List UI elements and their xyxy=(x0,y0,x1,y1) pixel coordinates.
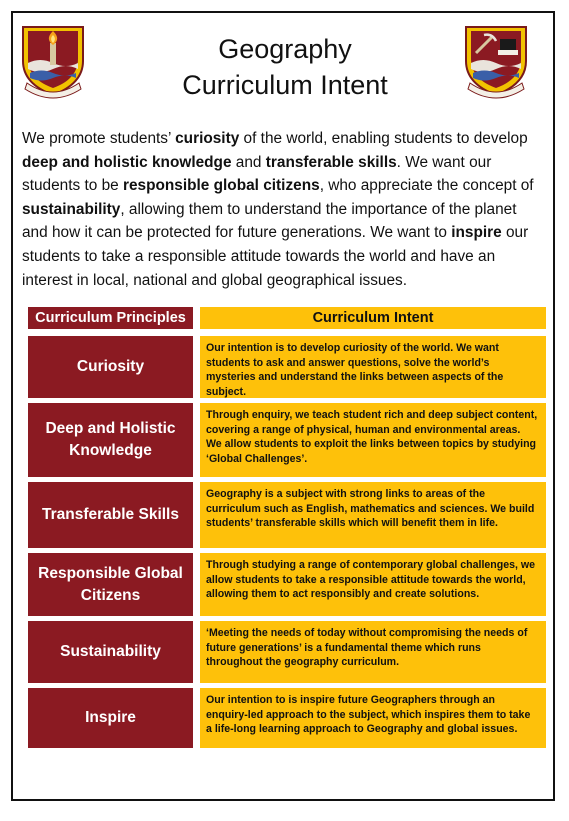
intro-text: , allowing them to understand the importance of the planet and how it can be protected for future generations. We want to xyxy=(22,200,517,242)
page-title xyxy=(130,31,440,103)
principle-curiosity: Curiosity xyxy=(28,336,193,398)
intro-text: We promote students’ xyxy=(22,130,176,147)
intro-keyword: curiosity xyxy=(175,130,240,147)
intro-paragraph xyxy=(22,127,546,292)
intro-keyword: transferable skills xyxy=(265,153,397,171)
intro-text: , who appreciate the concept of xyxy=(319,177,534,195)
intent-curiosity: Our intention is to develop curiosity of the world. We want students to ask and answer questions, solve the world’s mysteries and understand the links between aspects of the subject. xyxy=(200,336,546,398)
principle-transferable-skills: Transferable Skills xyxy=(28,482,193,548)
principle-inspire: Inspire xyxy=(28,688,193,748)
header-curriculum-principles: Curriculum Principles xyxy=(28,307,193,329)
intro-text: our students to take a responsible attitude towards the world and have an interest in local, national and global geographical issues. xyxy=(22,224,529,289)
school-crest-pickaxe-icon xyxy=(462,23,530,99)
intro-text: of the world, enabling students to develop xyxy=(239,130,528,147)
principle-sustainability: Sustainability xyxy=(28,621,193,683)
principle-responsible-global-citizens: Responsible Global Citizens xyxy=(28,553,193,616)
title-line-1: Geography xyxy=(218,34,352,64)
intent-responsible-global-citizens: Through studying a range of contemporary global challenges, we allow students to take a responsible attitude towards the world, allowing them to act responsibly and create solutions. xyxy=(200,553,546,616)
header-curriculum-intent: Curriculum Intent xyxy=(200,307,546,329)
intro-keyword: inspire xyxy=(451,224,502,242)
intro-text: . We want our students to be xyxy=(22,153,492,195)
intro-text: and xyxy=(231,153,266,171)
intro-keyword: deep and holistic knowledge xyxy=(22,153,232,171)
intent-transferable-skills: Geography is a subject with strong links to areas of the curriculum such as English, mathematics and sciences. We build students’ transferable skills which will benefit them in life. xyxy=(200,482,546,548)
intro-keyword: responsible global citizens xyxy=(122,177,320,195)
intro-keyword: sustainability xyxy=(22,200,121,218)
title-line-2: Curriculum Intent xyxy=(182,70,388,100)
intent-deep-and-holistic-knowledge: Through enquiry, we teach student rich and deep subject content, covering a range of physical, human and environmental areas. We allow students to exploit the links between topics by studying ‘Global Challenges’. xyxy=(200,403,546,477)
principle-deep-and-holistic-knowledge: Deep and Holistic Knowledge xyxy=(28,403,193,477)
intent-inspire: Our intention to is inspire future Geographers through an enquiry-led approach to the subject, which inspires them to take a life-long learning approach to Geography and global issues. xyxy=(200,688,546,748)
school-crest-torch-icon xyxy=(19,23,87,99)
intent-sustainability: ‘Meeting the needs of today without compromising the needs of future generations’ is a fundamental theme which runs throughout the geography curriculum. xyxy=(200,621,546,683)
